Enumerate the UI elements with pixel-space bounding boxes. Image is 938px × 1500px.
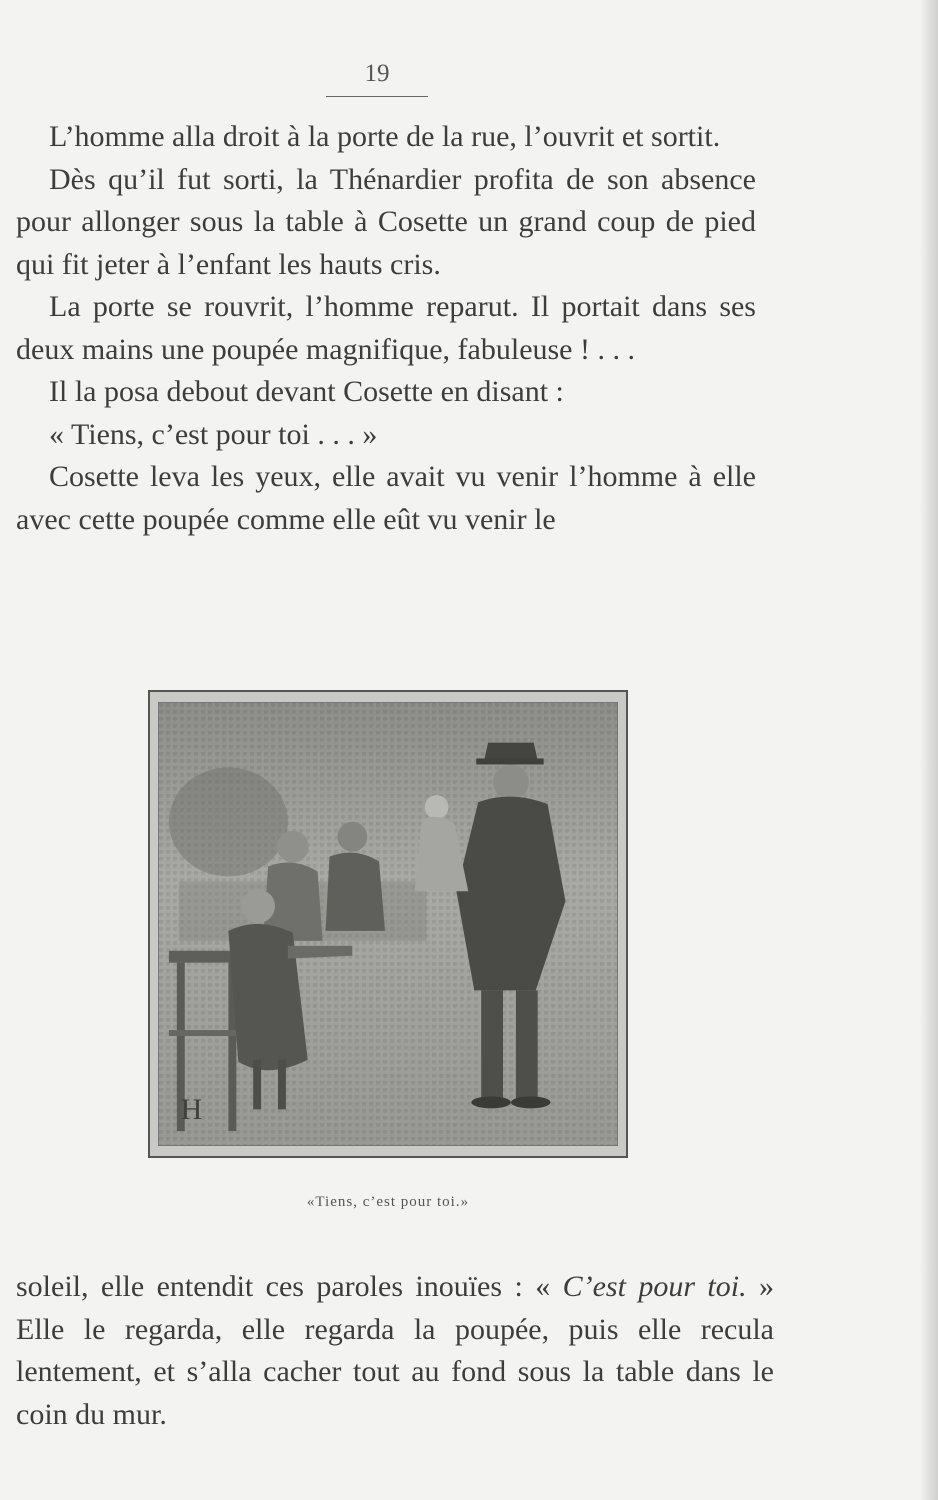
italic-quote: C’est pour toi. — [562, 1270, 747, 1303]
illustration-caption: «Tiens, c’est pour toi.» — [306, 1194, 470, 1210]
engraving-illustration — [148, 690, 628, 1158]
paragraph: L’homme alla droit à la porte de la rue, l’ouvrit et sortit. — [49, 120, 721, 153]
paragraph: Il la posa debout devant Cosette en disant : — [49, 375, 564, 408]
paragraph: Cosette leva les yeux, elle avait vu venir l’homme à elle avec cette poupée comme elle eût vu venir le — [16, 460, 756, 536]
quote-line: « Tiens, c’est pour toi . . . » — [49, 417, 378, 451]
text-after-italic: » Elle le regarda, elle regarda la poupée, puis elle recula lentement, et s’alla cacher tout au fond sous la table dans le coin du mur. — [16, 1270, 774, 1431]
page-number: 19 — [364, 60, 390, 87]
paragraph — [16, 1266, 774, 1436]
page-edge-shadow — [920, 0, 938, 1500]
text-before-italic: soleil, elle entendit ces paroles inouïes : « — [16, 1270, 563, 1303]
bottom-text-block — [16, 1266, 774, 1436]
paragraph: Dès qu’il fut sorti, la Thénardier profita de son absence pour allonger sous la table à Cosette un grand coup de pied qui fit jeter à l’enfant les hauts cris. — [16, 162, 756, 281]
engraving-frame — [158, 702, 618, 1146]
page-number-rule — [326, 96, 428, 97]
engraving-scene — [159, 703, 617, 1145]
top-text-block — [16, 116, 756, 541]
engraver-monogram: H — [180, 1094, 203, 1127]
paragraph: La porte se rouvrit, l’homme reparut. Il portait dans ses deux mains une poupée magnifique, fabuleuse ! . . . — [16, 290, 756, 366]
